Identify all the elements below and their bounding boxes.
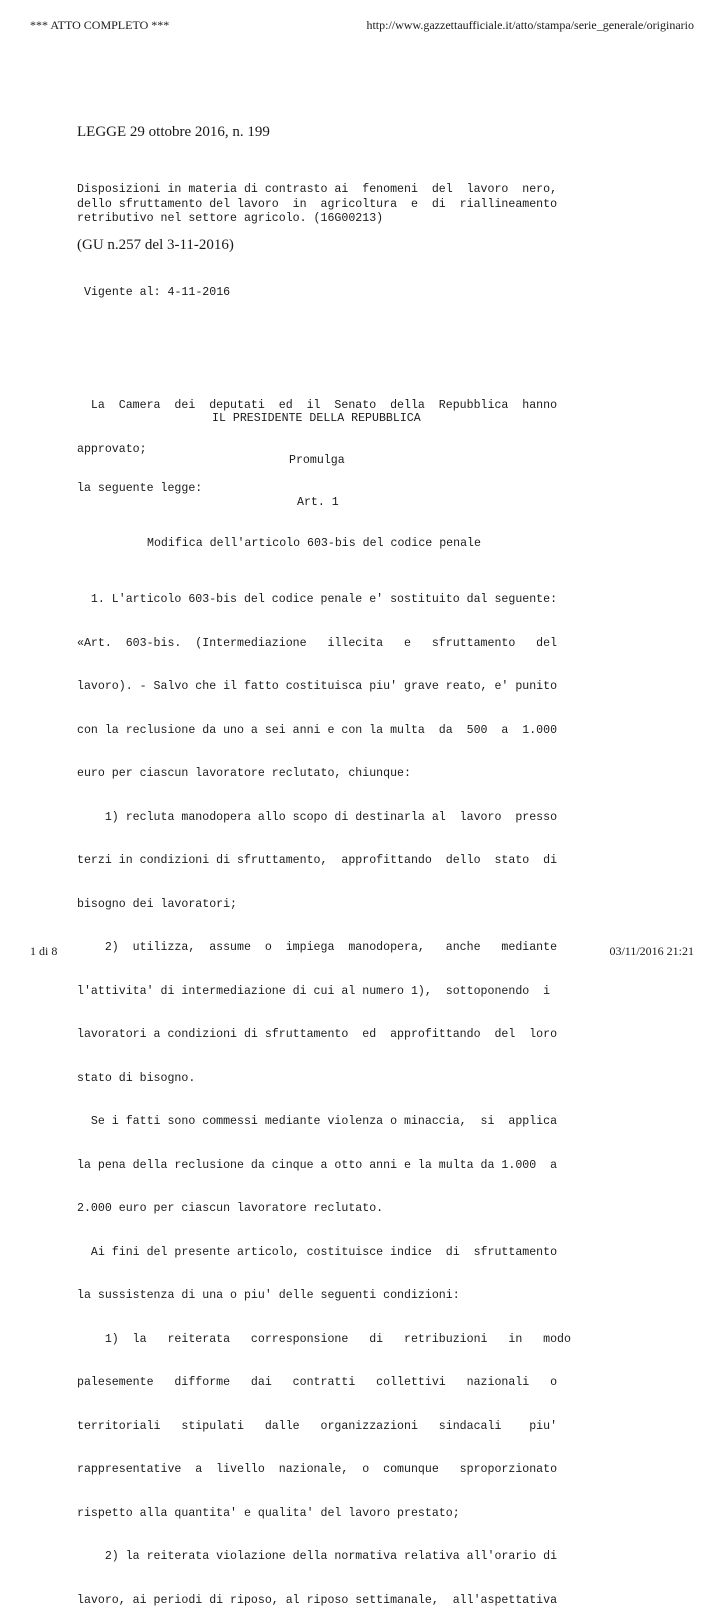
article-number: Art. 1 (297, 496, 339, 509)
article-line: stato di bisogno. (77, 1071, 196, 1085)
following-law-label: la seguente legge: (77, 482, 203, 495)
article-line: 2) la reiterata violazione della normativa relativa all'orario di (77, 1550, 558, 1563)
article-line: con la reclusione da uno a sei anni e con la multa da 500 a 1.000 (77, 723, 558, 737)
president-heading: IL PRESIDENTE DELLA REPUBBLICA (212, 412, 421, 425)
article-line: lavoro, ai periodi di riposo, al riposo settimanale, all'aspettativa (77, 1593, 558, 1607)
article-line: bisogno dei lavoratori; (77, 897, 238, 911)
article-line: l'attivita' di intermediazione di cui al numero 1), sottoponendo i (77, 984, 551, 998)
subject-line: Disposizioni in materia di contrasto ai fenomeni del lavoro nero, (77, 183, 558, 196)
article-line: 2.000 euro per ciascun lavoratore reclutato. (77, 1202, 384, 1215)
article-line: 1. L'articolo 603-bis del codice penale e' sostituito dal seguente: (77, 593, 558, 606)
article-line: «Art. 603-bis. (Intermediazione illecita e sfruttamento del (77, 636, 558, 650)
gazette-reference: (GU n.257 del 3-11-2016) (77, 237, 234, 253)
article-line: terzi in condizioni di sfruttamento, approfittando dello stato di (77, 854, 558, 867)
article-line: la sussistenza di una o piu' delle seguenti condizioni: (77, 1289, 460, 1302)
print-timestamp: 03/11/2016 21:21 (609, 944, 694, 958)
article-line: Se i fatti sono commessi mediante violenza o minaccia, si applica (77, 1115, 558, 1128)
article-line: euro per ciascun lavoratore reclutato, chiunque: (77, 767, 411, 780)
print-header-label: *** ATTO COMPLETO *** (30, 18, 170, 32)
article-heading: Modifica dell'articolo 603-bis del codice penale (147, 537, 481, 550)
article-line: rispetto alla quantita' e qualita' del lavoro prestato; (77, 1506, 460, 1520)
article-line: territoriali stipulati dalle organizzazioni sindacali piu' (77, 1419, 558, 1433)
article-line: rappresentative a livello nazionale, o comunque sproporzionato (77, 1463, 558, 1476)
article-line: lavoro). - Salvo che il fatto costituisca piu' grave reato, e' punito (77, 680, 558, 693)
page-counter: 1 di 8 (30, 944, 58, 958)
subject-line: retributivo nel settore agricolo. (16G00213) (77, 212, 384, 225)
article-line: Ai fini del presente articolo, costituisce indice di sfruttamento (77, 1245, 558, 1259)
law-subject (77, 183, 567, 227)
in-force-date: Vigente al: 4-11-2016 (84, 286, 231, 299)
article-line: la pena della reclusione da cinque a otto anni e la multa da 1.000 a (77, 1158, 558, 1172)
article-body (77, 564, 569, 1623)
article-line: lavoratori a condizioni di sfruttamento ed approfittando del loro (77, 1028, 558, 1041)
article-line: 1) la reiterata corresponsione di retribuzioni in modo (77, 1332, 571, 1346)
article-line: palesemente difforme dai contratti collettivi nazionali o (77, 1376, 558, 1389)
preamble-line: La Camera dei deputati ed il Senato della Repubblica hanno (77, 399, 558, 412)
law-title: LEGGE 29 ottobre 2016, n. 199 (77, 124, 270, 140)
preamble-line: approvato; (77, 442, 147, 456)
promulga-heading: Promulga (289, 454, 345, 467)
article-line: 1) recluta manodopera allo scopo di destinarla al lavoro presso (77, 810, 558, 824)
subject-line: dello sfruttamento del lavoro in agricoltura e di riallineamento (77, 197, 558, 211)
print-header-url: http://www.gazzettaufficiale.it/atto/stampa/serie_generale/originario (366, 18, 694, 32)
article-line: 2) utilizza, assume o impiega manodopera, anche mediante (77, 941, 558, 954)
